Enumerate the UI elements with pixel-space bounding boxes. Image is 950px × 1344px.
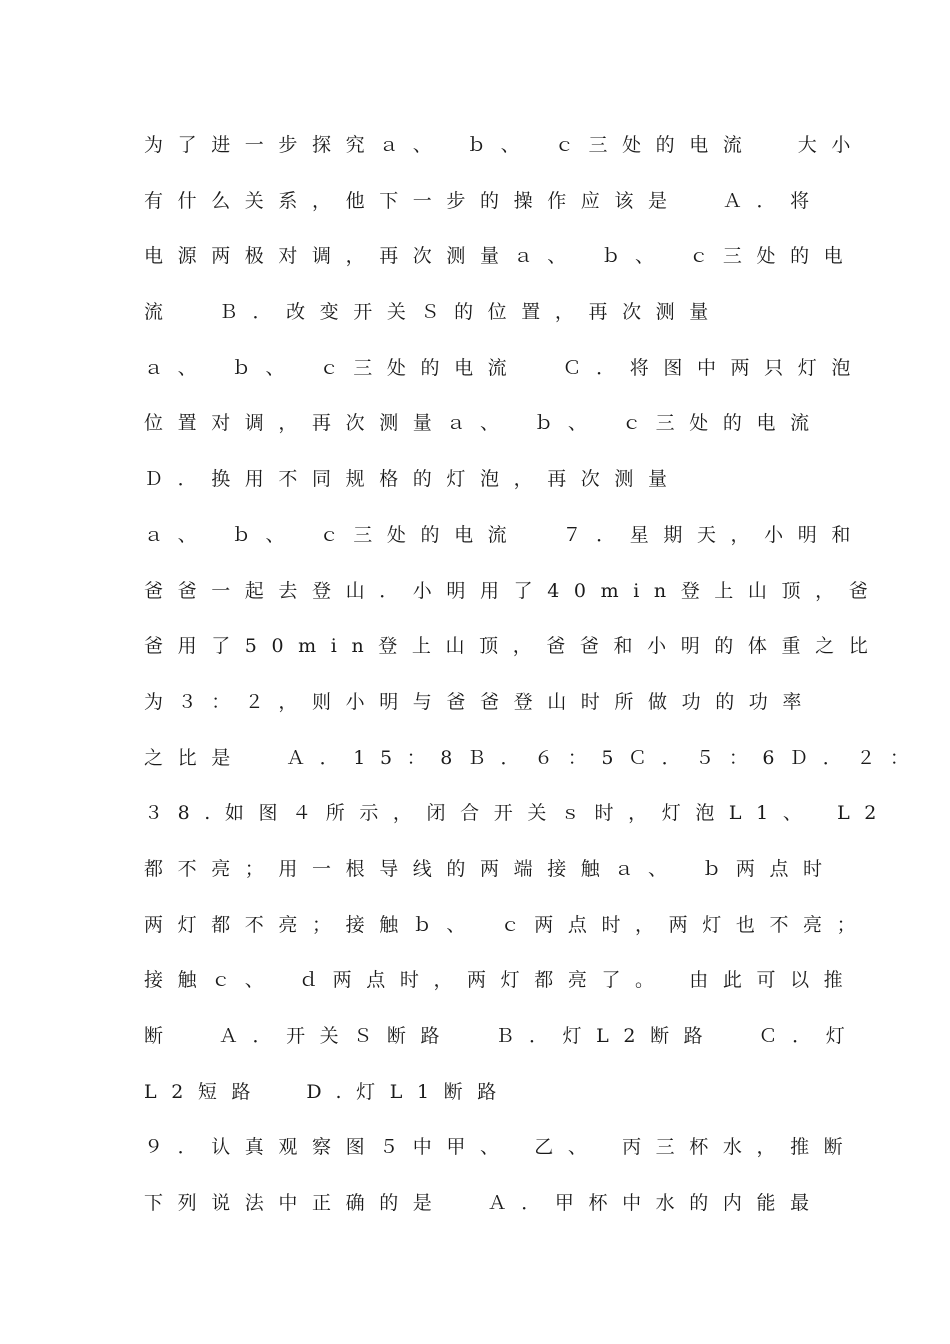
text-line: 流 Ｂ．改变开关Ｓ的位置，再次测量 — [144, 301, 723, 324]
text-line: ９．认真观察图５中甲、 乙、 丙三杯水，推断 — [144, 1136, 858, 1159]
text-line: 断 Ａ．开关Ｓ断路 Ｂ．灯L2断路 Ｃ．灯 — [144, 1025, 860, 1047]
text-line: ３8.如图４所示，闭合开关ｓ时，灯泡L1、 L2 — [144, 802, 891, 825]
body-text — [144, 128, 924, 1242]
text-line: L2短路 D.灯L1断路 — [144, 1080, 511, 1103]
text-line: 两灯都不亮；接触ｂ、 ｃ两点时，两灯也不亮； — [144, 913, 871, 936]
text-line: ａ、 ｂ、 ｃ三处的电流 ７．星期天，小明和 — [144, 523, 865, 546]
text-line: 位置对调，再次测量ａ、 ｂ、 ｃ三处的电流 — [144, 412, 824, 435]
text-line: ａ、 ｂ、 ｃ三处的电流 Ｃ．将图中两只灯泡 — [144, 356, 865, 379]
text-line: 下列说法中正确的是 Ａ．甲杯中水的内能最 — [144, 1192, 824, 1215]
text-line: 爸爸一起去登山．小明用了40min登上山顶，爸 — [144, 579, 883, 602]
text-line: 接触ｃ、 ｄ两点时，两灯都亮了。 由此可以推 — [144, 969, 858, 992]
text-line: 有什么关系，他下一步的操作应该是 Ａ．将 — [144, 189, 824, 212]
text-line: 电源两极对调，再次测量ａ、 ｂ、 ｃ三处的电 — [144, 245, 858, 268]
text-line: 爸用了50min登上山顶，爸爸和小明的体重之比 — [144, 635, 883, 658]
text-line: 为了进一步探究ａ、 ｂ、 ｃ三处的电流 大小 — [144, 134, 865, 156]
text-line: 为３：２，则小明与爸爸登山时所做功的功率 — [144, 690, 817, 713]
text-line: 之比是 Ａ．15：8Ｂ．６：5Ｃ．５：6Ｄ．２： — [144, 746, 924, 769]
text-line: Ｄ．换用不同规格的灯泡，再次测量 — [144, 468, 682, 491]
text-line: 都不亮；用一根导线的两端接触ａ、 ｂ两点时 — [144, 857, 837, 880]
